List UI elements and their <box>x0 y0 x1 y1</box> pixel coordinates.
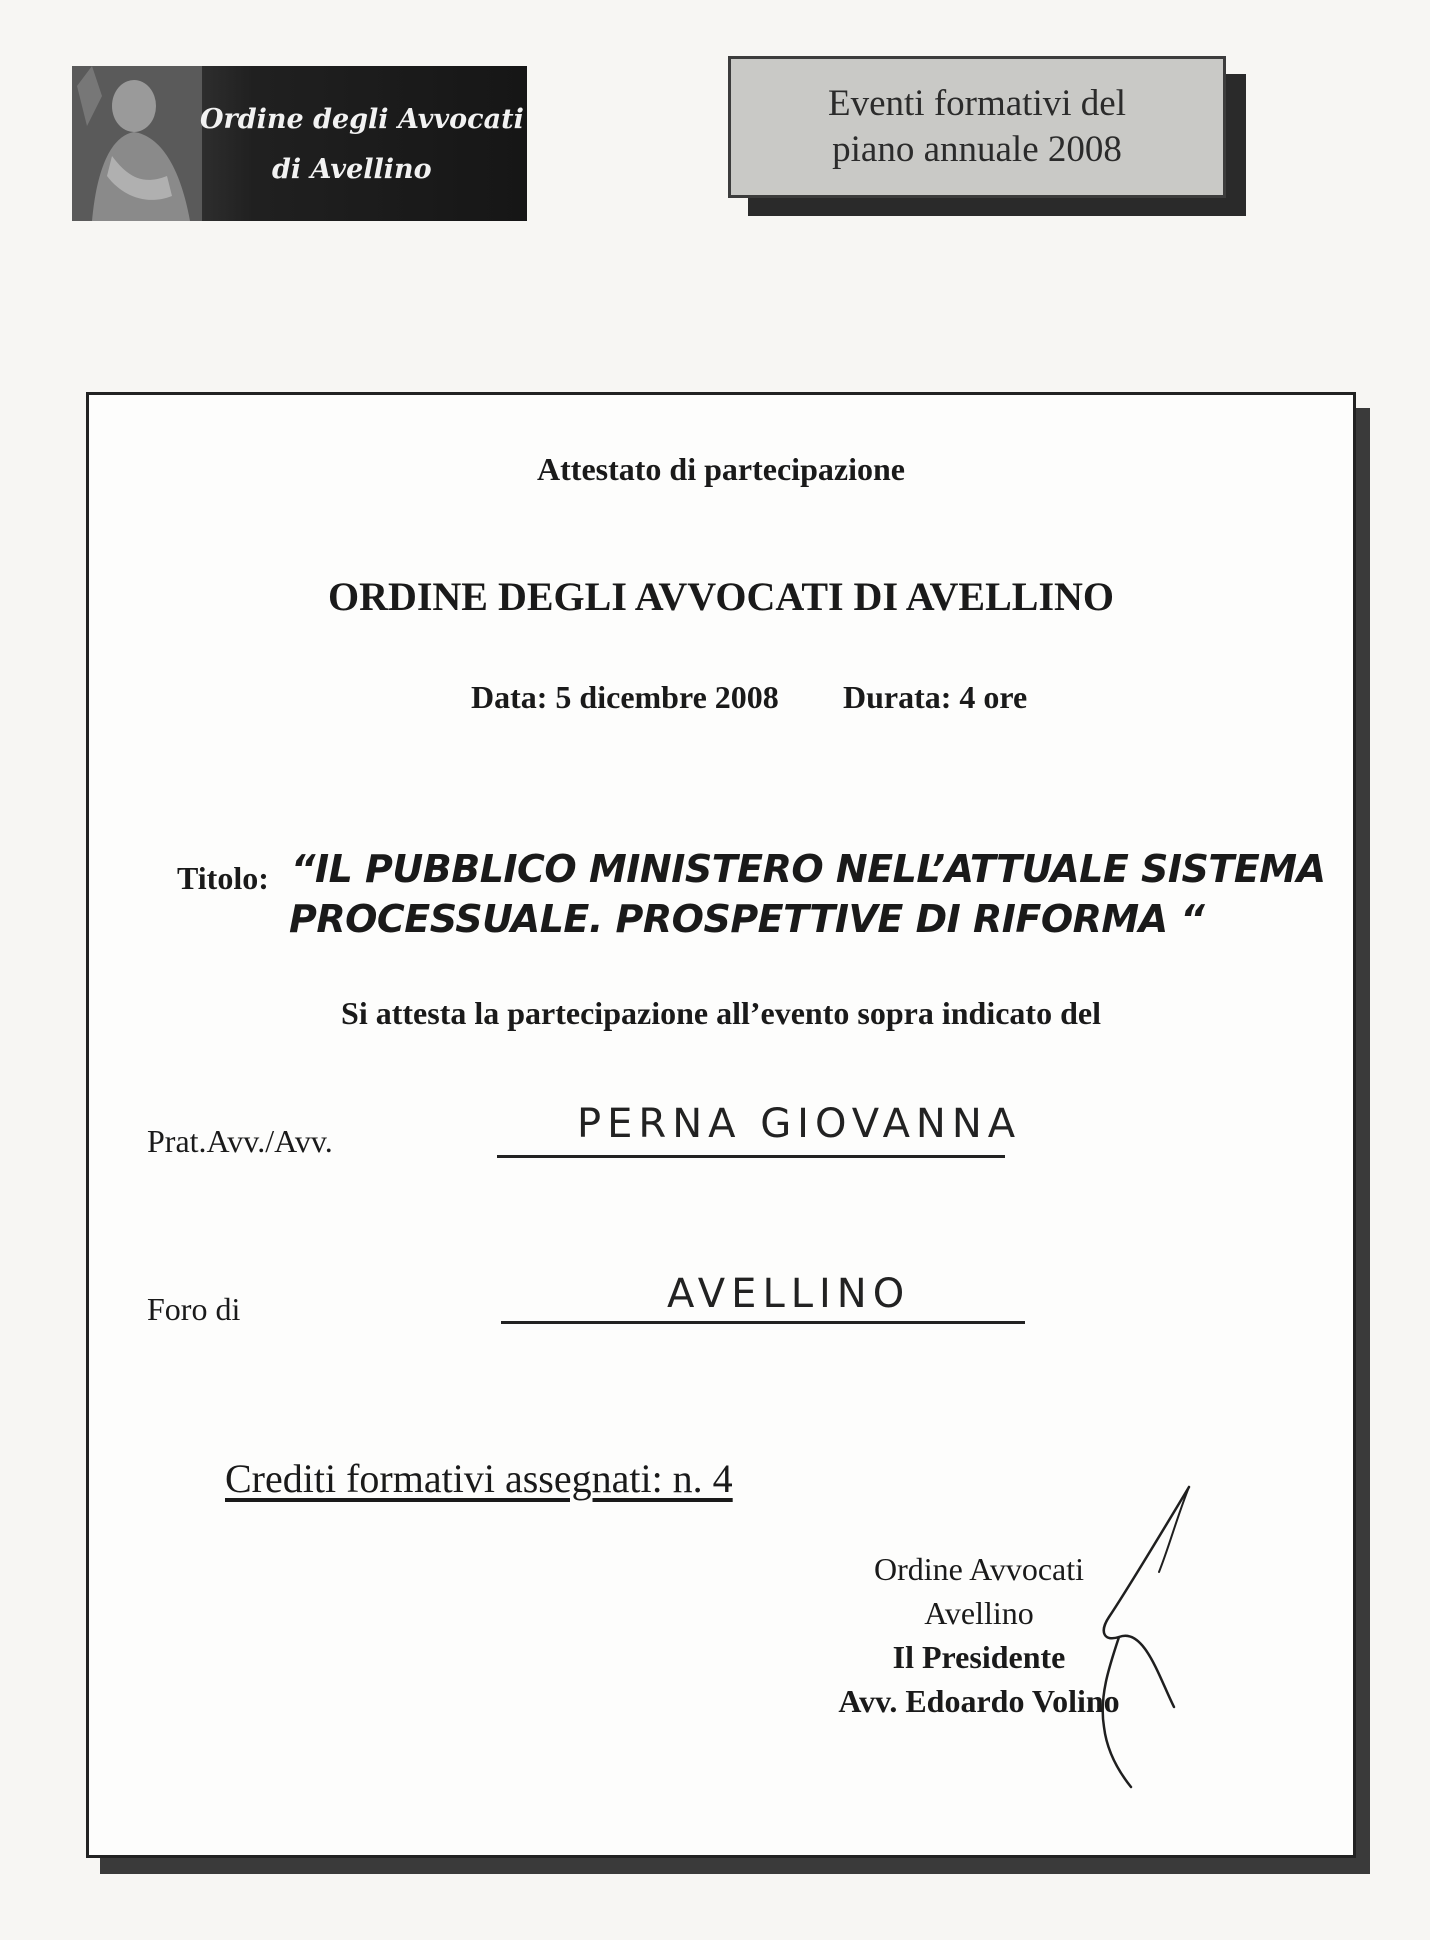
event-title-line1: “IL PUBBLICO MINISTERO NELL’ATTUALE SISTEMA <box>291 847 1326 891</box>
header-line1: Eventi formativi del <box>828 83 1126 124</box>
signatory-line1: Ordine Avvocati <box>873 1551 1084 1587</box>
certificate <box>86 392 1356 1858</box>
bar-association-logo <box>72 66 527 221</box>
handwritten-signature <box>1049 1477 1199 1797</box>
attendee-name-handwritten: PERNA GIOVANNA <box>577 1101 1022 1147</box>
signatory-line2: Avellino <box>924 1595 1034 1631</box>
attestation-text: Si attesta la partecipazione all’evento sopra indicato del <box>341 995 1101 1031</box>
organization-name: ORDINE DEGLI AVVOCATI DI AVELLINO <box>327 574 1115 619</box>
header-line2: piano annuale 2008 <box>832 129 1122 170</box>
certificate-heading: Attestato di partecipazione <box>537 451 905 487</box>
logo-text-line2: di Avellino <box>272 154 432 185</box>
event-title-line2: PROCESSUALE. PROSPETTIVE DI RIFORMA “ <box>289 897 1205 941</box>
event-duration: Durata: 4 ore <box>843 679 1028 715</box>
forum-line <box>501 1321 1025 1324</box>
title-label: Titolo: <box>177 860 269 896</box>
event-date: Data: 5 dicembre 2008 <box>471 679 779 715</box>
credits-assigned: Crediti formativi assegnati: n. 4 <box>225 1456 733 1501</box>
header-box <box>728 56 1226 198</box>
signatory-name: Avv. Edoardo Volino <box>838 1683 1120 1719</box>
forum-value-handwritten: AVELLINO <box>667 1271 911 1317</box>
attendee-label: Prat.Avv./Avv. <box>147 1123 333 1159</box>
statue-image <box>72 66 202 221</box>
attendee-name-line <box>497 1155 1005 1158</box>
logo-text-line1: Ordine degli Avvocati <box>200 104 524 135</box>
forum-label: Foro di <box>147 1291 241 1327</box>
signatory-role: Il Presidente <box>892 1639 1066 1675</box>
